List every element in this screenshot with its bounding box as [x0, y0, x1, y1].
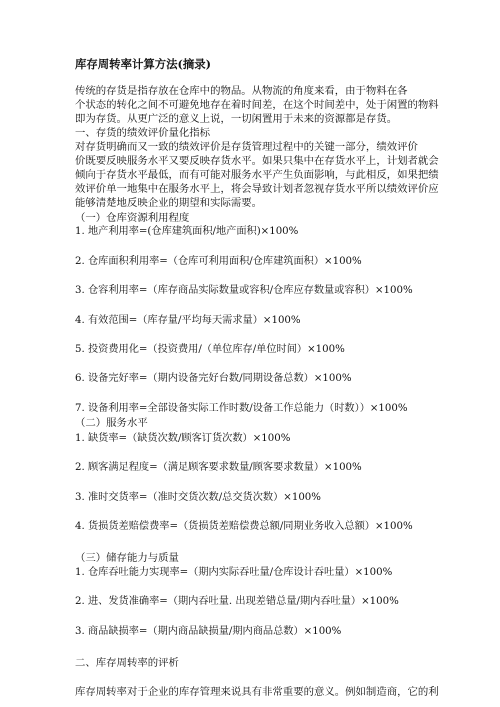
subsection3-item-2: 2. 进、发货准确率=（期内吞吐量. 出现差错总量/期内吞吐量）×100% — [75, 596, 399, 607]
subsection1-item-7: 7. 设备利用率=全部设备实际工作时数/设备工作总能力（时数））×100% — [75, 403, 408, 414]
section1-paragraph-line-2: 价既要反映服务水平又要反映存货水平。如果只集中在存货水平上，计划者就会 — [75, 155, 439, 167]
section1-paragraph-line-4: 效评价单一地集中在服务水平上，将会导致计划者忽视存货水平所以绩效评价应 — [75, 183, 439, 195]
section2-heading: 二、库存周转率的评析 — [75, 657, 179, 669]
subsection2-item-3: 3. 准时交货率=（准时交货次数/总交货次数）×100% — [75, 492, 321, 503]
subsection1-item-6: 6. 设备完好率=（期内设备完好台数/同期设备总数）×100% — [75, 373, 352, 384]
subsection3-item-3: 3. 商品缺损率=（期内商品缺损量/期内商品总数）×100% — [75, 626, 342, 637]
subsection1-item-5: 5. 投资费用化=（投资费用/（单位库存/单位时间）×100% — [75, 344, 345, 355]
subsection3-item-1: 1. 仓库吞吐能力实现率=（期内实际吞吐量/仓库设计吞吐量）×100% — [75, 567, 393, 578]
subsection1-item-1: 1. 地产利用率=(仓库建筑面积/地产面积)×100% — [75, 226, 299, 237]
subsection2-item-2: 2. 顾客满足程度=（满足顾客要求数量/顾客要求数量）×100% — [75, 462, 362, 473]
subsection1-item-3: 3. 仓容利用率=（库存商品实际数量或容积/仓库应存数量或容积）×100% — [75, 285, 413, 296]
subsection1-item-4: 4. 有效范围=（库存量/平均每天需求量）×100% — [75, 315, 301, 326]
section1-heading: 一、存货的绩效评价量化指标 — [75, 127, 211, 139]
subsection3-heading: （三）储存能力与质量 — [75, 552, 179, 564]
subsection1-item-2: 2. 仓库面积利用率=（仓库可利用面积/仓库建筑面积）×100% — [75, 256, 362, 267]
section1-paragraph-line-3: 倾向于存货水平最低，而有可能对服务水平产生负面影响，与此相反，如果把绩 — [75, 169, 439, 181]
section1-paragraph-line-1: 对存货明确而又一致的绩效评价是存货管理过程中的关键一部分，绩效评价 — [75, 141, 418, 153]
subsection1-heading: （一）仓库资源利用程度 — [75, 212, 190, 224]
intro-line-2: 个状态的转化之间不可避免地存在着时间差，在这个时间差中，处于闲置的物料 — [75, 99, 439, 111]
intro-line-1: 传统的存货是指存放在仓库中的物品。从物流的角度来看，由于物料在各 — [75, 85, 408, 97]
section1-paragraph-line-5: 能够清楚地反映企业的期望和实际需要。 — [75, 197, 263, 209]
document-title: 库存周转率计算方法(摘录) — [75, 57, 212, 71]
subsection2-item-4: 4. 货损货差赔偿费率=（货损货差赔偿费总额/同期业务收入总额）×100% — [75, 521, 413, 532]
subsection2-item-1: 1. 缺货率=（缺货次数/顾客订货次数）×100% — [75, 433, 291, 444]
intro-line-3: 即为存货。从更广泛的意义上说，一切闲置用于未来的资源都是存货。 — [75, 113, 398, 125]
subsection2-heading: （二）服务水平 — [75, 417, 148, 429]
section2-paragraph-line-1: 库存周转率对于企业的库存管理来说具有非常重要的意义。例如制造商，它的利 — [75, 686, 439, 698]
